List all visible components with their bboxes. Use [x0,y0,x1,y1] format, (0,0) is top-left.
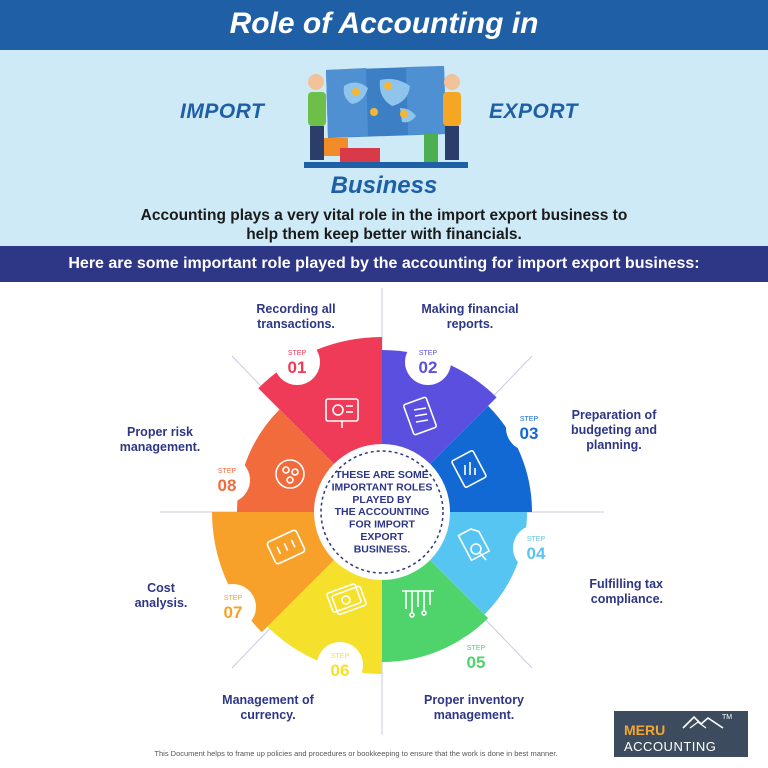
step-02-number: 02 [418,358,438,377]
money-stack [424,134,438,162]
logo-brand-bottom: ACCOUNTING [624,739,717,754]
map-pin [384,82,392,90]
trade-map-illustration [296,64,472,172]
importer-person-body [308,92,326,126]
logo-brand-top: MERU [624,722,666,738]
business-word: Business [330,172,438,199]
importer-person-head [308,74,324,90]
step-01-title: Recording all transactions. [256,302,336,331]
step-05-title: Proper inventory management. [423,693,525,722]
center-text-line: IMPORTANT ROLES [331,481,433,494]
step-01-number: 01 [287,358,307,377]
map-pin [400,110,408,118]
step-02-label: STEP [418,350,438,357]
import-word: IMPORT [180,100,265,123]
center-text-line: PLAYED BY [352,493,412,506]
center-text-line: BUSINESS. [353,543,411,556]
step-05-label: STEP [466,645,486,652]
step-03-label: STEP [519,416,539,423]
center-text-line: EXPORT [360,531,404,543]
step-06-label: STEP [330,653,350,660]
importer-person-legs [310,126,324,160]
exporter-person-legs [445,126,459,160]
center-text-line: THESE ARE SOME [335,469,429,481]
step-08-label: STEP [217,468,237,475]
step-02-title: Making financial reports. [421,302,519,331]
step-07-title: Cost analysis. [134,581,188,610]
exporter-person-body [443,92,461,126]
step-03-title: Preparation of budgeting and planning. [570,408,658,452]
export-word: EXPORT [489,100,578,123]
step-07-number: 07 [223,603,243,622]
page-title: Role of Accounting in [229,7,539,40]
map-fold [406,66,446,135]
roles-banner-text: Here are some important role played by the accounting for import export business: [68,255,700,272]
mountain-icon [682,715,724,729]
center-text-line: THE ACCOUNTING [334,506,430,519]
step-01-label: STEP [287,350,307,357]
step-07-label: STEP [223,595,243,602]
step-04-number: 04 [526,544,546,563]
step-05-number: 05 [466,653,486,672]
step-04-title: Fulfilling tax compliance. [589,577,663,606]
ground-strip [304,162,468,168]
map-fold [326,68,368,138]
map-pin [352,88,360,96]
cargo-container [340,148,380,162]
roles-wheel-diagram [0,282,768,768]
exporter-person-head [444,74,460,90]
footer-note: This Document helps to frame up policies and procedures or bookkeeping to ensure that the work is done in best manner. [154,749,558,758]
step-08-title: Proper risk management. [119,425,201,454]
step-03-number: 03 [519,424,539,443]
logo-trademark: TM [722,714,733,721]
step-04-label: STEP [526,536,546,543]
map-pin [370,108,378,116]
center-text-line: FOR IMPORT [349,518,415,531]
step-08-number: 08 [217,476,237,495]
step-06-number: 06 [330,661,350,680]
step-06-title: Management of currency. [222,693,314,722]
intro-description: Accounting plays a very vital role in the import export business to help them keep better with financials. [140,207,628,243]
